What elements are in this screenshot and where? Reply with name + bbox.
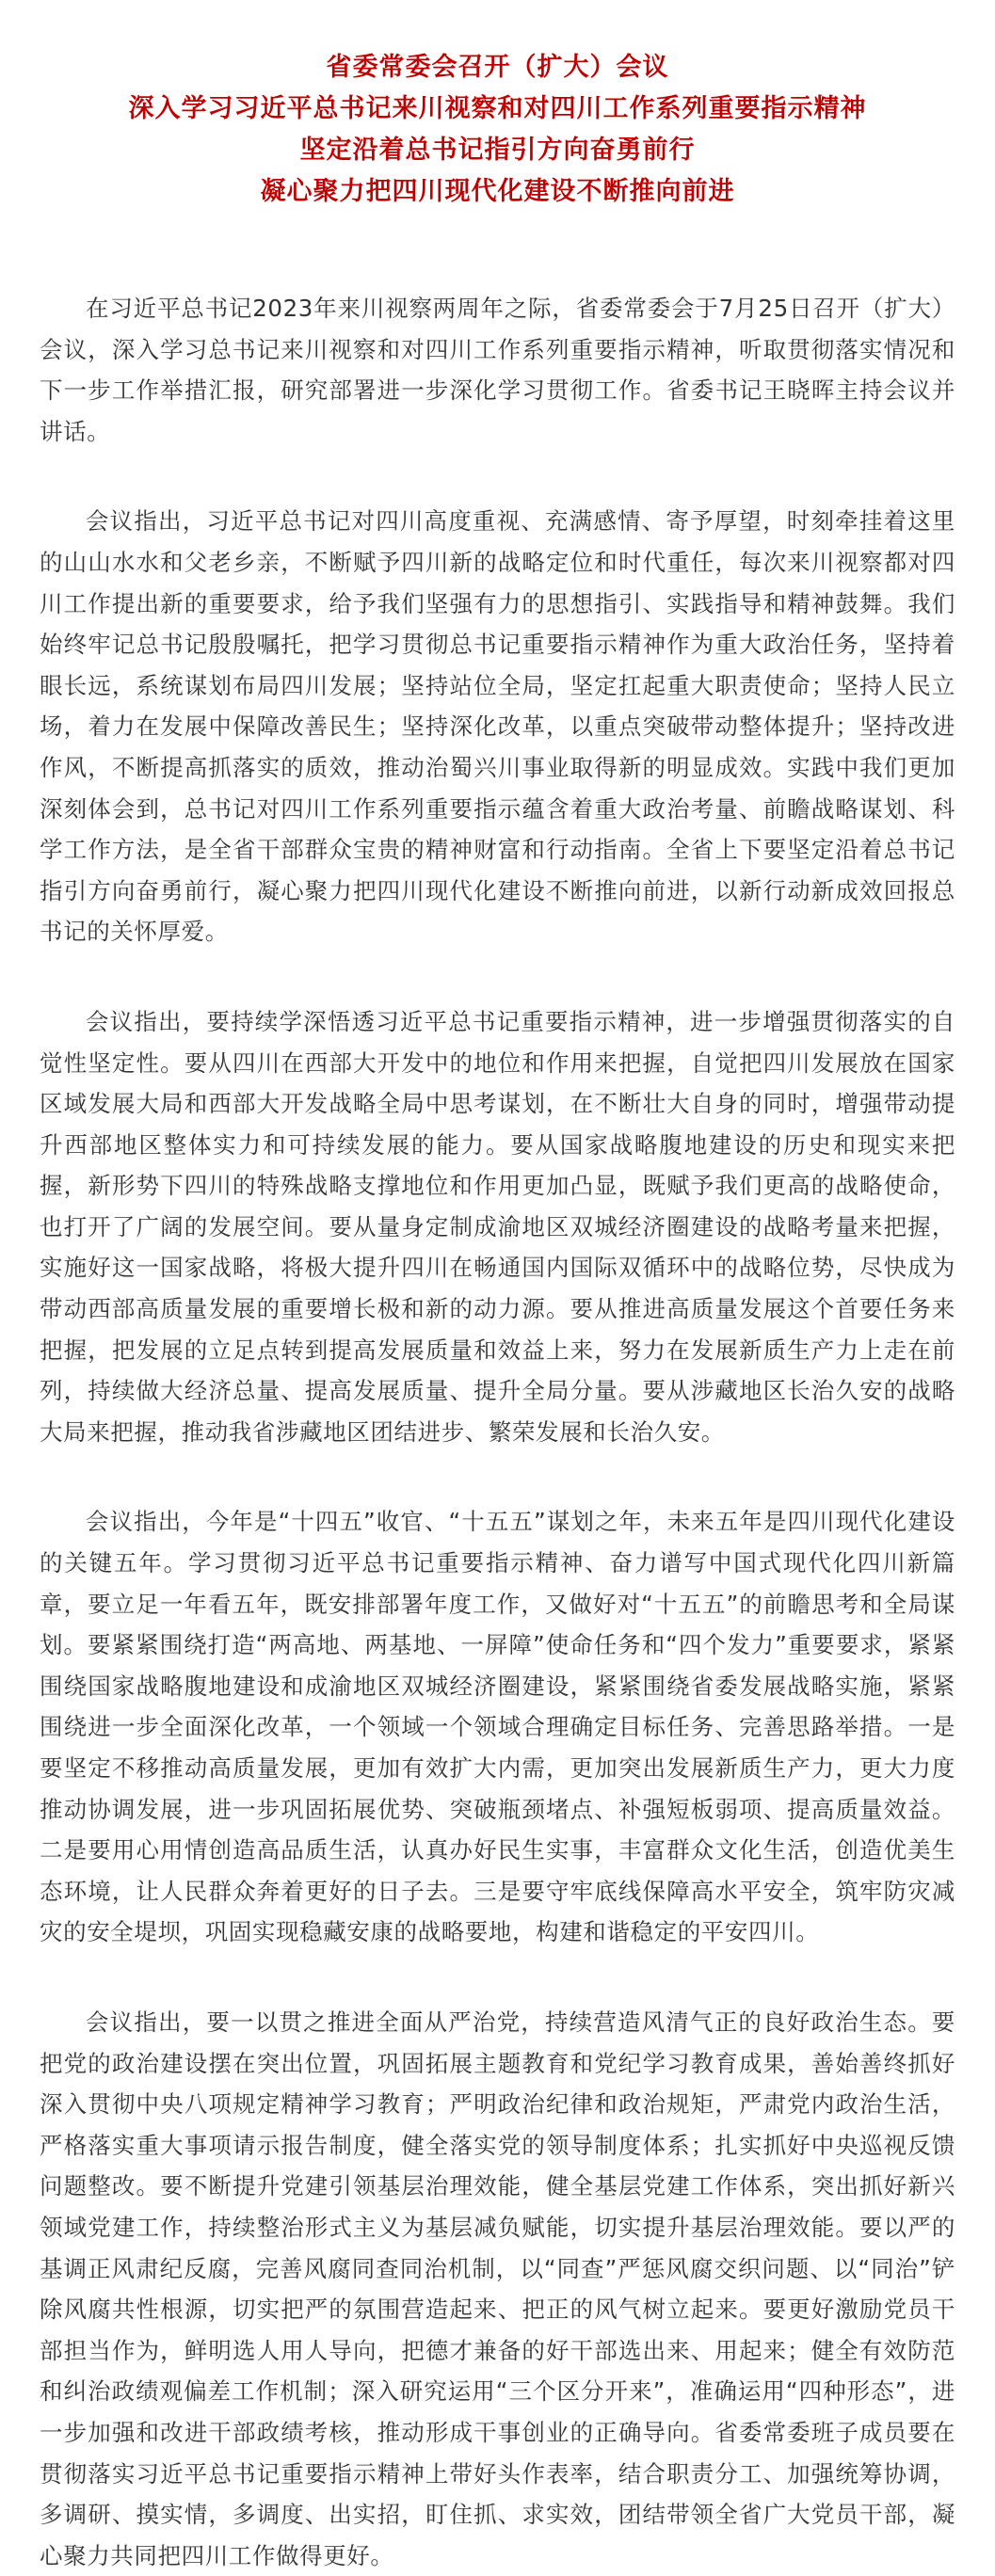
body-paragraph-5: 会议指出，要一以贯之推进全面从严治党，持续营造风清气正的良好政治生态。要把党的政治建设摆在突出位置，巩固拓展主题教育和党纪学习教育成果，善始善终抓好深入贯彻中央八项规定精神学习教育；严明政治纪律和政治规矩，严肃党内政治生活，严格落实重大事项请示报告制度，健全落实党的领导制度体系；扎实抓好中央巡视反馈问题整改。要不断提升党建引领基层治理效能，健全基层党建工作体系，突出抓好新兴领域党建工作，持续整治形式主义为基层减负赋能，切实提升基层治理效能。要以严的基调正风肃纪反腐，完善风腐同查同治机制，以“同查”严惩风腐交织问题、以“同治”铲除风腐共性根源，切实把严的氛围营造起来、把正的风气树立起来。要更好激励党员干部担当作为，鲜明选人用人导向，把德才兼备的好干部选出来、用起来；健全有效防范和纠治政绩观偏差工作机制；深入研究运用“三个区分开来”，准确运用“四种形态”，进一步加强和改进干部政绩考核，推动形成干事创业的正确导向。省委常委班子成员要在贯彻落实习近平总书记重要指示精神上带好头作表率，结合职责分工、加强统筹协调，多调研、摸实情，多调度、出实招，盯住抓、求实效，团结带领全省广大党员干部，凝心聚力共同把四川工作做得更好。 bbox=[40, 2008, 955, 2569]
body-paragraph-4: 会议指出，今年是“十四五”收官、“十五五”谋划之年，未来五年是四川现代化建设的关键五年。学习贯彻习近平总书记重要指示精神、奋力谱写中国式现代化四川新篇章，要立足一年看五年，既安排部署年度工作，又做好对“十五五”的前瞻思考和全局谋划。要紧紧围绕打造“两高地、两基地、一屏障”使命任务和“四个发力”重要要求，紧紧围绕国家战略腹地建设和成渝地区双城经济圈建设，紧紧围绕省委发展战略实施，紧紧围绕进一步全面深化改革，一个领域一个领域合理确定目标任务、完善思路举措。一是要坚定不移推动高质量发展，更加有效扩大内需，更加突出发展新质生产力，更大力度推动协调发展，进一步巩固拓展优势、突破瓶颈堵点、补强短板弱项、提高质量效益。二是要用心用情创造高品质生活，认真办好民生实事，丰富群众文化生活，创造优美生态环境，让人民群众奔着更好的日子去。三是要守牢底线保障高水平安全，筑牢防灾减灾的安全堤坝，巩固实现稳藏安康的战略要地，构建和谐稳定的平安四川。 bbox=[40, 1508, 955, 1946]
headline-line-3: 坚定沿着总书记指引方向奋勇前行 bbox=[299, 136, 696, 165]
body-paragraph-2: 会议指出，习近平总书记对四川高度重视、充满感情、寄予厚望，时刻牵挂着这里的山山水水和父老乡亲，不断赋予四川新的战略定位和时代重任，每次来川视察都对四川工作提出新的重要要求，给予我们坚强有力的思想指引、实践指导和精神鼓舞。我们始终牢记总书记殷殷嘱托，把学习贯彻总书记重要指示精神作为重大政治任务，坚持着眼长远，系统谋划布局四川发展；坚持站位全局，坚定扛起重大职责使命；坚持人民立场，着力在发展中保障改善民生；坚持深化改革，以重点突破带动整体提升；坚持改进作风，不断提高抓落实的质效，推动治蜀兴川事业取得新的明显成效。实践中我们更加深刻体会到，总书记对四川工作系列重要指示蕴含着重大政治考量、前瞻战略谋划、科学工作方法，是全省干部群众宝贵的精神财富和行动指南。全省上下要坚定沿着总书记指引方向奋勇前行，凝心聚力把四川现代化建设不断推向前进，以新行动新成效回报总书记的关怀厚爱。 bbox=[40, 507, 955, 946]
body-paragraph-3: 会议指出，要持续学深悟透习近平总书记重要指示精神，进一步增强贯彻落实的自觉性坚定性。要从四川在西部大开发中的地位和作用来把握，自觉把四川发展放在国家区域发展大局和西部大开发战略全局中思考谋划，在不断壮大自身的同时，增强带动提升西部地区整体实力和可持续发展的能力。要从国家战略腹地建设的历史和现实来把握，新形势下四川的特殊战略支撑地位和作用更加凸显，既赋予我们更高的战略使命，也打开了广阔的发展空间。要从量身定制成渝地区双城经济圈建设的战略考量来把握，实施好这一国家战略，将极大提升四川在畅通国内国际双循环中的战略位势，尽快成为带动西部高质量发展的重要增长极和新的动力源。要从推进高质量发展这个首要任务来把握，把发展的立足点转到提高发展质量和效益上来，努力在发展新质生产力上走在前列，持续做大经济总量、提高发展质量、提升全局分量。要从涉藏地区长治久安的战略大局来把握，推动我省涉藏地区团结进步、繁荣发展和长治久安。 bbox=[40, 1007, 955, 1446]
headline bbox=[40, 47, 955, 213]
body-paragraph-1: 在习近平总书记2023年来川视察两周年之际，省委常委会于7月25日召开（扩大）会议，深入学习总书记来川视察和对四川工作系列重要指示精神，听取贯彻落实情况和下一步工作举措汇报，研究部署进一步深化学习贯彻工作。省委书记王晓晖主持会议并讲话。 bbox=[40, 295, 955, 445]
headline-line-4: 凝心聚力把四川现代化建设不断推向前进 bbox=[260, 177, 735, 206]
headline-line-1: 省委常委会召开（扩大）会议 bbox=[326, 53, 669, 82]
headline-line-2: 深入学习习近平总书记来川视察和对四川工作系列重要指示精神 bbox=[128, 94, 867, 123]
